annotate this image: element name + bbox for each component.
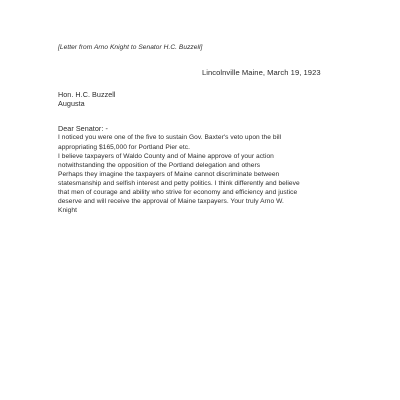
letter-dateline: Lincolnville Maine, March 19, 1923	[202, 68, 321, 77]
letter-body-line: I noticed you were one of the five to sustain Gov. Baxter's veto upon the bill	[58, 134, 282, 141]
letter-body-line: appropriating $165,000 for Portland Pier etc.	[58, 144, 191, 151]
letter-body-line: I believe taxpayers of Waldo County and of Maine approve of your action	[58, 153, 274, 160]
letter-body-line: that men of courage and ability who strive for economy and efficiency and justice	[58, 189, 298, 196]
recipient-city: Augusta	[58, 99, 85, 108]
recipient-name: Hon. H.C. Buzzell	[58, 90, 116, 99]
letter-body-line: statesmanship and selfish interest and petty politics. I think differently and believe	[58, 180, 300, 187]
letter-body-line: deserve and will receive the approval of Maine taxpayers. Your truly Arno W.	[58, 198, 284, 205]
letter-header-note: [Letter from Arno Knight to Senator H.C. Buzzell]	[58, 44, 203, 51]
letter-salutation: Dear Senator: -	[58, 124, 108, 133]
letter-body-line: Knight	[58, 207, 77, 214]
letter-body-line: Perhaps they imagine the taxpayers of Maine cannot discriminate between	[58, 171, 280, 178]
letter-body-line: notwithstanding the opposition of the Portland delegation and others	[58, 162, 261, 169]
